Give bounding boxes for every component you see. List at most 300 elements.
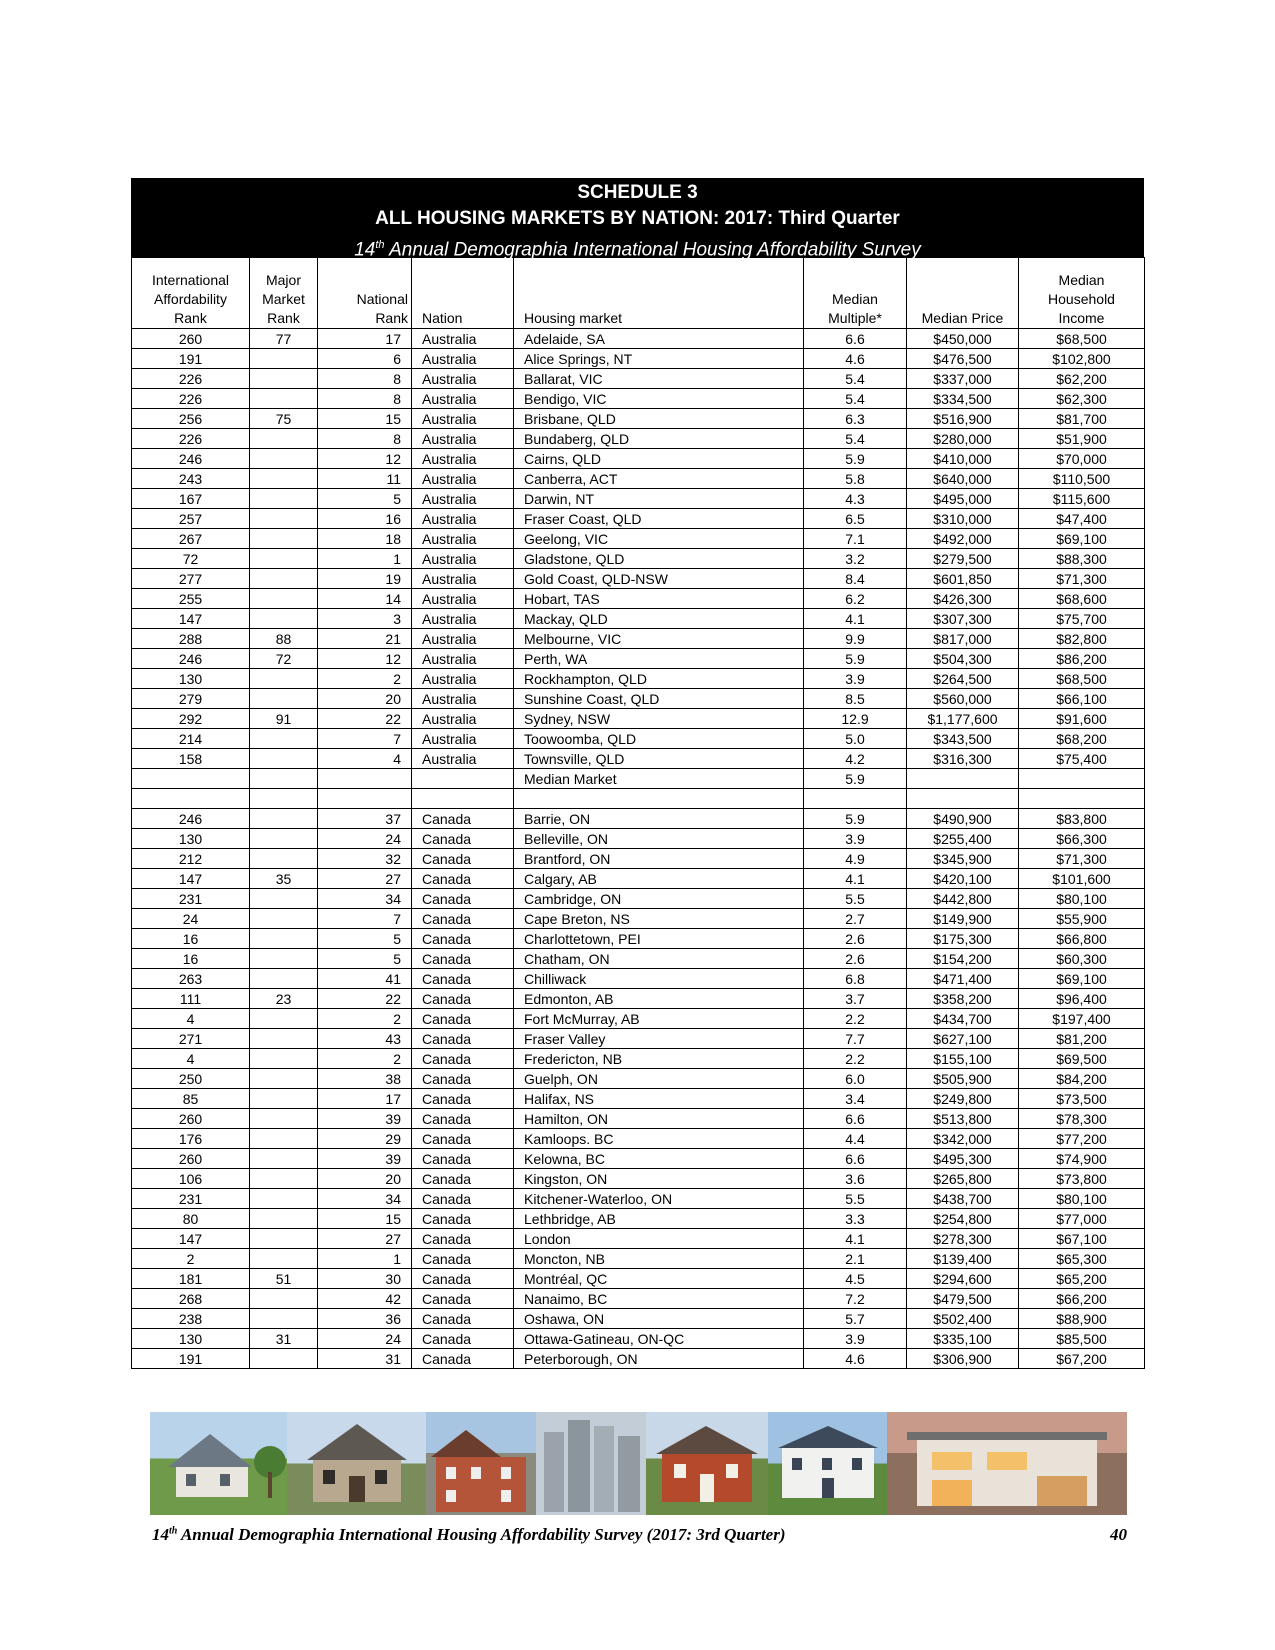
- cell-median-price: $278,300: [907, 1229, 1019, 1249]
- cell-national-rank: 31: [318, 1349, 412, 1369]
- col-header-median-price: Median Price: [907, 258, 1019, 329]
- cell-housing-market: Chatham, ON: [514, 949, 804, 969]
- cell-nation: Canada: [412, 1069, 514, 1089]
- cell-household-income: $75,700: [1019, 609, 1145, 629]
- cell-intl-rank: 80: [132, 1209, 250, 1229]
- cell-national-rank: 16: [318, 509, 412, 529]
- cell-intl-rank: 279: [132, 689, 250, 709]
- cell-median-multiple: 6.3: [804, 409, 907, 429]
- cell-intl-rank: 250: [132, 1069, 250, 1089]
- cell-median-price: $343,500: [907, 729, 1019, 749]
- cell-household-income: $77,000: [1019, 1209, 1145, 1229]
- cell-median-price: $426,300: [907, 589, 1019, 609]
- cell-major-rank: [250, 949, 318, 969]
- schedule-banner: [131, 178, 1144, 261]
- cell-median-price: $155,100: [907, 1049, 1019, 1069]
- cell-household-income: $62,200: [1019, 369, 1145, 389]
- cell-nation: Australia: [412, 409, 514, 429]
- cell-nation: Australia: [412, 389, 514, 409]
- cell-intl-rank: 268: [132, 1289, 250, 1309]
- cell-housing-market: Calgary, AB: [514, 869, 804, 889]
- cell-housing-market: Cambridge, ON: [514, 889, 804, 909]
- table-row: [132, 349, 1145, 369]
- cell-housing-market: Ballarat, VIC: [514, 369, 804, 389]
- cell-intl-rank: 288: [132, 629, 250, 649]
- cell-median-price: $345,900: [907, 849, 1019, 869]
- cell-median-multiple: 7.2: [804, 1289, 907, 1309]
- cell-median-multiple: 5.7: [804, 1309, 907, 1329]
- cell-national-rank: 21: [318, 629, 412, 649]
- cell-national-rank: 6: [318, 349, 412, 369]
- cell-median-multiple: 3.9: [804, 829, 907, 849]
- cell-nation: Australia: [412, 349, 514, 369]
- cell-national-rank: 37: [318, 809, 412, 829]
- survey-subtitle: 14th Annual Demographia International Housing Affordability Survey: [354, 239, 921, 261]
- table-row: [132, 469, 1145, 489]
- cell-median-price: $307,300: [907, 609, 1019, 629]
- cell-median-price: $254,800: [907, 1209, 1019, 1229]
- cell-national-rank: 22: [318, 709, 412, 729]
- table-row: [132, 969, 1145, 989]
- cell-housing-market: Hamilton, ON: [514, 1109, 804, 1129]
- cell-housing-market: Hobart, TAS: [514, 589, 804, 609]
- cell-median-multiple: [804, 789, 907, 809]
- cell-median-price: $495,300: [907, 1149, 1019, 1169]
- table-row: [132, 329, 1145, 349]
- cell-nation: Canada: [412, 969, 514, 989]
- cell-major-rank: [250, 1289, 318, 1309]
- cell-median-price: $294,600: [907, 1269, 1019, 1289]
- cell-median-multiple: 3.9: [804, 669, 907, 689]
- cell-national-rank: 27: [318, 1229, 412, 1249]
- cell-household-income: $67,100: [1019, 1229, 1145, 1249]
- cell-housing-market: [514, 789, 804, 809]
- cell-household-income: $80,100: [1019, 1189, 1145, 1209]
- cell-household-income: $66,100: [1019, 689, 1145, 709]
- cell-nation: Australia: [412, 669, 514, 689]
- cell-median-price: $334,500: [907, 389, 1019, 409]
- cell-major-rank: [250, 569, 318, 589]
- cell-intl-rank: 263: [132, 969, 250, 989]
- cell-intl-rank: 176: [132, 1129, 250, 1149]
- cell-intl-rank: 212: [132, 849, 250, 869]
- cell-national-rank: 20: [318, 1169, 412, 1189]
- cell-housing-market: Alice Springs, NT: [514, 349, 804, 369]
- house-photo-strip: [150, 1412, 1127, 1515]
- cell-median-price: $476,500: [907, 349, 1019, 369]
- cell-housing-market: Sunshine Coast, QLD: [514, 689, 804, 709]
- cell-median-multiple: 4.3: [804, 489, 907, 509]
- cell-housing-market: Charlottetown, PEI: [514, 929, 804, 949]
- cell-median-multiple: 5.9: [804, 809, 907, 829]
- cell-household-income: $78,300: [1019, 1109, 1145, 1129]
- cell-housing-market: Ottawa-Gatineau, ON-QC: [514, 1329, 804, 1349]
- table-row: [132, 529, 1145, 549]
- cell-housing-market: Brisbane, QLD: [514, 409, 804, 429]
- cell-housing-market: Halifax, NS: [514, 1089, 804, 1109]
- table-row: [132, 429, 1145, 449]
- cell-nation: Australia: [412, 709, 514, 729]
- highrise-apartments-photo: [536, 1412, 646, 1515]
- cell-housing-market: Kitchener-Waterloo, ON: [514, 1189, 804, 1209]
- cell-intl-rank: 231: [132, 1189, 250, 1209]
- cell-housing-market: Kamloops. BC: [514, 1129, 804, 1149]
- cell-household-income: $60,300: [1019, 949, 1145, 969]
- cell-household-income: $47,400: [1019, 509, 1145, 529]
- cell-median-price: $479,500: [907, 1289, 1019, 1309]
- cell-housing-market: Edmonton, AB: [514, 989, 804, 1009]
- cell-national-rank: 1: [318, 1249, 412, 1269]
- cell-household-income: $91,600: [1019, 709, 1145, 729]
- cell-housing-market: Chilliwack: [514, 969, 804, 989]
- cell-median-price: $504,300: [907, 649, 1019, 669]
- cell-national-rank: 29: [318, 1129, 412, 1149]
- cell-median-multiple: 5.9: [804, 649, 907, 669]
- cell-intl-rank: 271: [132, 1029, 250, 1049]
- table-row: [132, 1149, 1145, 1169]
- cell-major-rank: 88: [250, 629, 318, 649]
- cell-household-income: [1019, 769, 1145, 789]
- cell-housing-market: Fredericton, NB: [514, 1049, 804, 1069]
- cell-median-multiple: 6.5: [804, 509, 907, 529]
- cell-median-multiple: 4.5: [804, 1269, 907, 1289]
- cell-median-price: $627,100: [907, 1029, 1019, 1049]
- cell-median-multiple: 9.9: [804, 629, 907, 649]
- table-row: [132, 589, 1145, 609]
- cell-nation: Australia: [412, 549, 514, 569]
- schedule-number: SCHEDULE 3: [577, 182, 698, 203]
- cell-median-multiple: 6.6: [804, 329, 907, 349]
- cell-housing-market: Gold Coast, QLD-NSW: [514, 569, 804, 589]
- cell-intl-rank: [132, 789, 250, 809]
- cell-intl-rank: 243: [132, 469, 250, 489]
- cell-intl-rank: 85: [132, 1089, 250, 1109]
- table-row: [132, 809, 1145, 829]
- cell-nation: Canada: [412, 1229, 514, 1249]
- cell-national-rank: 12: [318, 649, 412, 669]
- cell-national-rank: 8: [318, 429, 412, 449]
- cell-nation: Canada: [412, 1029, 514, 1049]
- cell-major-rank: [250, 589, 318, 609]
- cell-nation: Australia: [412, 329, 514, 349]
- cell-nation: Canada: [412, 889, 514, 909]
- cell-major-rank: [250, 1089, 318, 1109]
- schedule-sheet: [131, 178, 1144, 1369]
- cell-median-multiple: 5.5: [804, 1189, 907, 1209]
- cell-median-price: $601,850: [907, 569, 1019, 589]
- cell-median-price: $335,100: [907, 1329, 1019, 1349]
- cell-major-rank: [250, 809, 318, 829]
- cell-median-price: $492,000: [907, 529, 1019, 549]
- cell-national-rank: 14: [318, 589, 412, 609]
- table-row: [132, 849, 1145, 869]
- cell-nation: Canada: [412, 1089, 514, 1109]
- table-header-row: [132, 258, 1145, 329]
- cell-household-income: $62,300: [1019, 389, 1145, 409]
- cell-housing-market: Sydney, NSW: [514, 709, 804, 729]
- cell-housing-market: Barrie, ON: [514, 809, 804, 829]
- cell-intl-rank: 292: [132, 709, 250, 729]
- cell-major-rank: [250, 1309, 318, 1329]
- cell-housing-market: Adelaide, SA: [514, 329, 804, 349]
- cell-median-price: $249,800: [907, 1089, 1019, 1109]
- cell-national-rank: 8: [318, 369, 412, 389]
- table-row: [132, 509, 1145, 529]
- cell-major-rank: 77: [250, 329, 318, 349]
- cell-major-rank: [250, 1069, 318, 1089]
- cell-median-price: $342,000: [907, 1129, 1019, 1149]
- cell-major-rank: [250, 349, 318, 369]
- cell-household-income: $81,200: [1019, 1029, 1145, 1049]
- cell-median-price: $438,700: [907, 1189, 1019, 1209]
- red-brick-house-photo: [646, 1412, 768, 1515]
- cell-nation: Canada: [412, 1109, 514, 1129]
- cell-intl-rank: 106: [132, 1169, 250, 1189]
- cell-nation: Australia: [412, 469, 514, 489]
- cell-housing-market: Gladstone, QLD: [514, 549, 804, 569]
- col-header-major-rank: Major Market Rank: [250, 258, 318, 329]
- cell-national-rank: 39: [318, 1109, 412, 1129]
- col-header-household-income: Median Household Income: [1019, 258, 1145, 329]
- table-row: [132, 1329, 1145, 1349]
- cell-intl-rank: 72: [132, 549, 250, 569]
- cell-median-price: $316,300: [907, 749, 1019, 769]
- table-row: [132, 949, 1145, 969]
- cell-nation: Canada: [412, 829, 514, 849]
- table-row: [132, 749, 1145, 769]
- cell-median-multiple: 3.3: [804, 1209, 907, 1229]
- cell-intl-rank: 167: [132, 489, 250, 509]
- cell-major-rank: [250, 1209, 318, 1229]
- cell-major-rank: [250, 369, 318, 389]
- cell-median-price: $502,400: [907, 1309, 1019, 1329]
- cell-nation: Australia: [412, 589, 514, 609]
- cell-household-income: $88,900: [1019, 1309, 1145, 1329]
- cell-major-rank: [250, 549, 318, 569]
- cell-housing-market: Bundaberg, QLD: [514, 429, 804, 449]
- cell-median-multiple: 4.6: [804, 1349, 907, 1369]
- table-row: [132, 1029, 1145, 1049]
- cell-median-price: $310,000: [907, 509, 1019, 529]
- cell-intl-rank: 260: [132, 329, 250, 349]
- cell-housing-market: Perth, WA: [514, 649, 804, 669]
- cell-nation: Canada: [412, 1309, 514, 1329]
- cell-intl-rank: 214: [132, 729, 250, 749]
- cell-household-income: $55,900: [1019, 909, 1145, 929]
- cell-major-rank: [250, 1229, 318, 1249]
- cell-housing-market: Nanaimo, BC: [514, 1289, 804, 1309]
- cell-median-price: $817,000: [907, 629, 1019, 649]
- cell-housing-market: Fort McMurray, AB: [514, 1009, 804, 1029]
- table-row: [132, 1009, 1145, 1029]
- cell-median-price: $149,900: [907, 909, 1019, 929]
- cell-major-rank: [250, 1249, 318, 1269]
- cell-household-income: $83,800: [1019, 809, 1145, 829]
- cell-housing-market: Canberra, ACT: [514, 469, 804, 489]
- cell-median-multiple: 2.2: [804, 1009, 907, 1029]
- cell-housing-market: Bendigo, VIC: [514, 389, 804, 409]
- cell-major-rank: [250, 969, 318, 989]
- cell-median-multiple: 4.1: [804, 1229, 907, 1249]
- cell-median-multiple: 3.6: [804, 1169, 907, 1189]
- suburban-house-photo: [150, 1412, 287, 1515]
- cell-intl-rank: 226: [132, 369, 250, 389]
- table-row: [132, 989, 1145, 1009]
- cell-national-rank: 17: [318, 329, 412, 349]
- cell-intl-rank: 16: [132, 949, 250, 969]
- cell-national-rank: 30: [318, 1269, 412, 1289]
- cell-median-multiple: 4.1: [804, 869, 907, 889]
- col-header-nation: Nation: [412, 258, 514, 329]
- cell-nation: Canada: [412, 1269, 514, 1289]
- cell-national-rank: 24: [318, 1329, 412, 1349]
- cell-intl-rank: 4: [132, 1049, 250, 1069]
- cell-median-multiple: 12.9: [804, 709, 907, 729]
- cell-intl-rank: 2: [132, 1249, 250, 1269]
- cell-nation: Australia: [412, 649, 514, 669]
- cell-nation: Canada: [412, 1009, 514, 1029]
- cell-household-income: $84,200: [1019, 1069, 1145, 1089]
- cell-median-price: $358,200: [907, 989, 1019, 1009]
- cell-housing-market: London: [514, 1229, 804, 1249]
- cell-major-rank: [250, 669, 318, 689]
- cell-major-rank: [250, 1009, 318, 1029]
- cell-housing-market: Darwin, NT: [514, 489, 804, 509]
- cell-housing-market: Fraser Coast, QLD: [514, 509, 804, 529]
- cell-national-rank: 5: [318, 949, 412, 969]
- cell-median-multiple: 3.4: [804, 1089, 907, 1109]
- cell-housing-market: Townsville, QLD: [514, 749, 804, 769]
- cell-national-rank: 34: [318, 1189, 412, 1209]
- cell-national-rank: 15: [318, 1209, 412, 1229]
- cell-household-income: $74,900: [1019, 1149, 1145, 1169]
- table-row: [132, 1269, 1145, 1289]
- cell-nation: Australia: [412, 449, 514, 469]
- cell-intl-rank: 267: [132, 529, 250, 549]
- cell-median-multiple: 7.1: [804, 529, 907, 549]
- cell-median-multiple: 6.0: [804, 1069, 907, 1089]
- cell-national-rank: 19: [318, 569, 412, 589]
- stone-mansion-photo: [287, 1412, 426, 1515]
- cell-household-income: $69,100: [1019, 969, 1145, 989]
- cell-major-rank: [250, 689, 318, 709]
- cell-median-multiple: 5.4: [804, 369, 907, 389]
- cell-major-rank: 72: [250, 649, 318, 669]
- cell-household-income: $68,600: [1019, 589, 1145, 609]
- cell-national-rank: 39: [318, 1149, 412, 1169]
- cell-housing-market: Cairns, QLD: [514, 449, 804, 469]
- cell-national-rank: [318, 789, 412, 809]
- cell-median-price: $450,000: [907, 329, 1019, 349]
- cell-national-rank: 4: [318, 749, 412, 769]
- cell-nation: Australia: [412, 489, 514, 509]
- cell-national-rank: 3: [318, 609, 412, 629]
- cell-household-income: $69,100: [1019, 529, 1145, 549]
- cell-intl-rank: [132, 769, 250, 789]
- cell-median-price: $420,100: [907, 869, 1019, 889]
- cell-household-income: $66,200: [1019, 1289, 1145, 1309]
- cell-median-price: $154,200: [907, 949, 1019, 969]
- cell-housing-market: Oshawa, ON: [514, 1309, 804, 1329]
- cell-median-multiple: 2.2: [804, 1049, 907, 1069]
- table-row: [132, 929, 1145, 949]
- cell-median-multiple: 7.7: [804, 1029, 907, 1049]
- table-row: [132, 1069, 1145, 1089]
- cell-major-rank: [250, 829, 318, 849]
- cell-median-price: $516,900: [907, 409, 1019, 429]
- cell-intl-rank: 256: [132, 409, 250, 429]
- cell-household-income: $110,500: [1019, 469, 1145, 489]
- cell-intl-rank: 255: [132, 589, 250, 609]
- cell-household-income: $197,400: [1019, 1009, 1145, 1029]
- cell-median-multiple: 3.7: [804, 989, 907, 1009]
- cell-median-multiple: 2.6: [804, 949, 907, 969]
- table-body: [132, 329, 1145, 1369]
- cell-intl-rank: 147: [132, 609, 250, 629]
- cell-national-rank: 38: [318, 1069, 412, 1089]
- cell-national-rank: 15: [318, 409, 412, 429]
- cell-household-income: $115,600: [1019, 489, 1145, 509]
- cell-median-multiple: 5.8: [804, 469, 907, 489]
- cell-intl-rank: 16: [132, 929, 250, 949]
- page-number: 40: [1110, 1525, 1127, 1544]
- cell-median-multiple: 5.4: [804, 429, 907, 449]
- cell-intl-rank: 246: [132, 649, 250, 669]
- cell-national-rank: 32: [318, 849, 412, 869]
- cell-median-multiple: 4.4: [804, 1129, 907, 1149]
- cell-national-rank: 17: [318, 1089, 412, 1109]
- cell-median-price: $434,700: [907, 1009, 1019, 1029]
- housing-markets-table: [131, 257, 1145, 1369]
- cell-major-rank: [250, 389, 318, 409]
- cell-major-rank: [250, 849, 318, 869]
- cell-median-multiple: 2.7: [804, 909, 907, 929]
- cell-intl-rank: 130: [132, 669, 250, 689]
- cell-intl-rank: 130: [132, 1329, 250, 1349]
- cell-household-income: $101,600: [1019, 869, 1145, 889]
- cell-intl-rank: 260: [132, 1109, 250, 1129]
- cell-median-price: $175,300: [907, 929, 1019, 949]
- cell-major-rank: 35: [250, 869, 318, 889]
- cell-national-rank: 18: [318, 529, 412, 549]
- cell-housing-market: Geelong, VIC: [514, 529, 804, 549]
- cell-intl-rank: 226: [132, 389, 250, 409]
- table-row: [132, 1089, 1145, 1109]
- cell-major-rank: [250, 929, 318, 949]
- cell-median-price: $471,400: [907, 969, 1019, 989]
- cell-median-price: $306,900: [907, 1349, 1019, 1369]
- table-row: [132, 609, 1145, 629]
- cell-national-rank: 22: [318, 989, 412, 1009]
- cell-household-income: $82,800: [1019, 629, 1145, 649]
- cell-national-rank: 36: [318, 1309, 412, 1329]
- cell-major-rank: [250, 609, 318, 629]
- cell-housing-market: Moncton, NB: [514, 1249, 804, 1269]
- table-row: [132, 789, 1145, 809]
- table-row: [132, 1249, 1145, 1269]
- cell-national-rank: 20: [318, 689, 412, 709]
- cell-intl-rank: 147: [132, 869, 250, 889]
- cell-intl-rank: 24: [132, 909, 250, 929]
- cell-median-multiple: 5.0: [804, 729, 907, 749]
- cell-median-multiple: 5.9: [804, 769, 907, 789]
- cell-major-rank: [250, 1169, 318, 1189]
- cell-household-income: $65,200: [1019, 1269, 1145, 1289]
- cell-median-price: $255,400: [907, 829, 1019, 849]
- cell-intl-rank: 246: [132, 449, 250, 469]
- cell-intl-rank: 181: [132, 1269, 250, 1289]
- footer-title: 14th Annual Demographia International Housing Affordability Survey (2017: 3rd Quarter): [152, 1525, 786, 1544]
